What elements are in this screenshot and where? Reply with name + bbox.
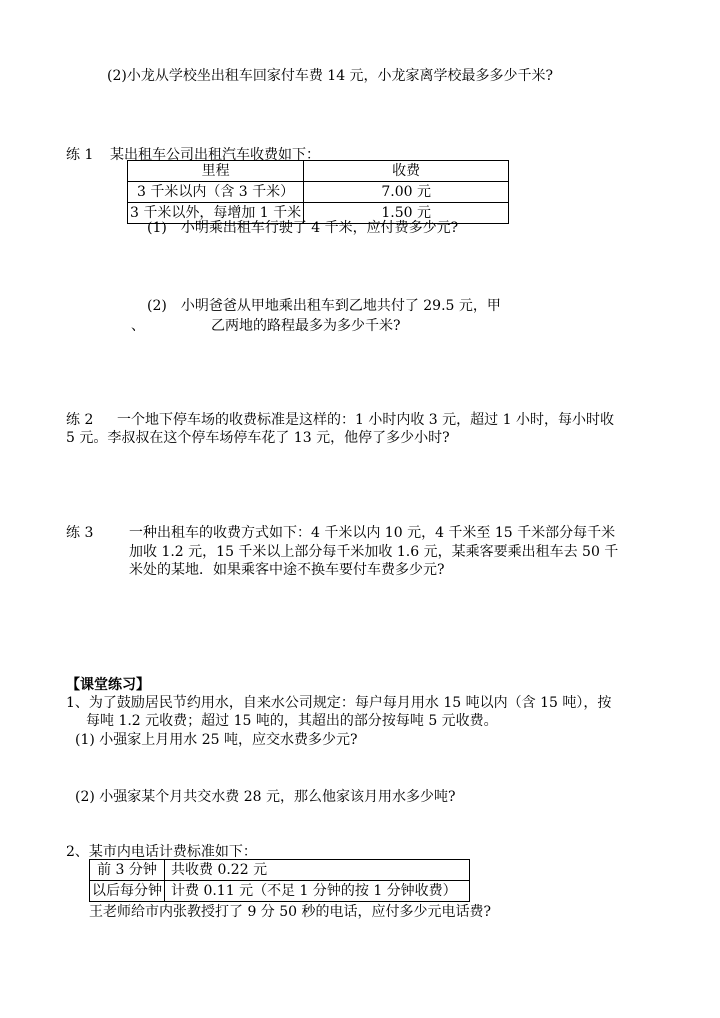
table-header-row [128, 161, 509, 182]
intro-question-2: (2)小龙从学校坐出租车回家付车费 14 元，小龙家离学校最多多少千米? [107, 68, 554, 84]
table-cell: 以后每分钟 [90, 881, 165, 902]
table-cell: 前 3 分钟 [90, 860, 165, 881]
exercise-2-prefix: 练 2 [66, 412, 94, 428]
exercise-1-text: 某出租车公司出租汽车收费如下： [110, 147, 320, 163]
exercise-3-line-3: 米处的某地．如果乘客中途不换车要付车费多少元? [129, 562, 445, 578]
exercise-3-line-2: 加收 1.2 元，15 千米以上部分每千米加收 1.6 元，某乘客要乘出租车去 50 千 [129, 544, 619, 560]
exercise-2-line-1: 一个地下停车场的收费标准是这样的：1 小时内收 3 元，超过 1 小时，每小时收 [117, 412, 614, 428]
table-cell: 7.00 元 [304, 182, 509, 203]
table-row [90, 881, 470, 902]
table-header-cell: 里程 [128, 161, 304, 182]
exercise-3-line-1: 一种出租车的收费方式如下：4 千米以内 10 元，4 千米至 15 千米部分每千米 [129, 525, 616, 541]
classwork-heading: 【课堂练习】 [66, 677, 150, 693]
exercise-1-prefix: 练 1 [66, 147, 94, 163]
classwork-problem-2-intro: 2、某市内电话计费标准如下： [66, 844, 257, 860]
table-cell: 3 千米以内（含 3 千米） [128, 182, 304, 203]
classwork-problem-1-line-2: 每吨 1.2 元收费；超过 15 吨的，其超出的部分按每吨 5 元收费。 [86, 713, 498, 729]
classwork-problem-1-question-2: (2) 小强家某个月共交水费 28 元，那么他家该月用水多少吨? [75, 789, 456, 805]
exercise-1-question-2-line-1: (2) 小明爸爸从甲地乘出租车到乙地共付了 29.5 元，甲 [147, 298, 501, 314]
table-header-cell: 收费 [304, 161, 509, 182]
table-cell: 共收费 0.22 元 [165, 860, 470, 881]
table-row [128, 182, 509, 203]
classwork-problem-2-question: 王老师给市内张教授打了 9 分 50 秒的电话，应付多少元电话费? [89, 904, 492, 920]
taxi-fare-table [127, 160, 509, 224]
exercise-1-question-2-mark: 、 [131, 318, 145, 334]
table-cell: 计费 0.11 元（不足 1 分钟的按 1 分钟收费） [165, 881, 470, 902]
exercise-1-question-1: (1) 小明乘出租车行驶了 4 千米，应付费多少元? [147, 220, 459, 236]
table-cell: 3 千米以外，每增加 1 千米 [128, 203, 304, 224]
phone-rate-table [89, 859, 470, 902]
classwork-problem-1-question-1: (1) 小强家上月用水 25 吨，应交水费多少元? [75, 732, 358, 748]
classwork-problem-1-line-1: 1、为了鼓励居民节约用水，自来水公司规定：每户每月用水 15 吨以内（含 15 吨），按 [66, 695, 612, 711]
exercise-2-line-2: 5 元。李叔叔在这个停车场停车花了 13 元，他停了多少小时? [66, 430, 450, 446]
exercise-3-prefix: 练 3 [66, 525, 94, 541]
table-row [90, 860, 470, 881]
table-cell: 1.50 元 [304, 203, 509, 224]
exercise-1-question-2-line-2: 乙两地的路程最多为多少千米? [211, 318, 401, 334]
